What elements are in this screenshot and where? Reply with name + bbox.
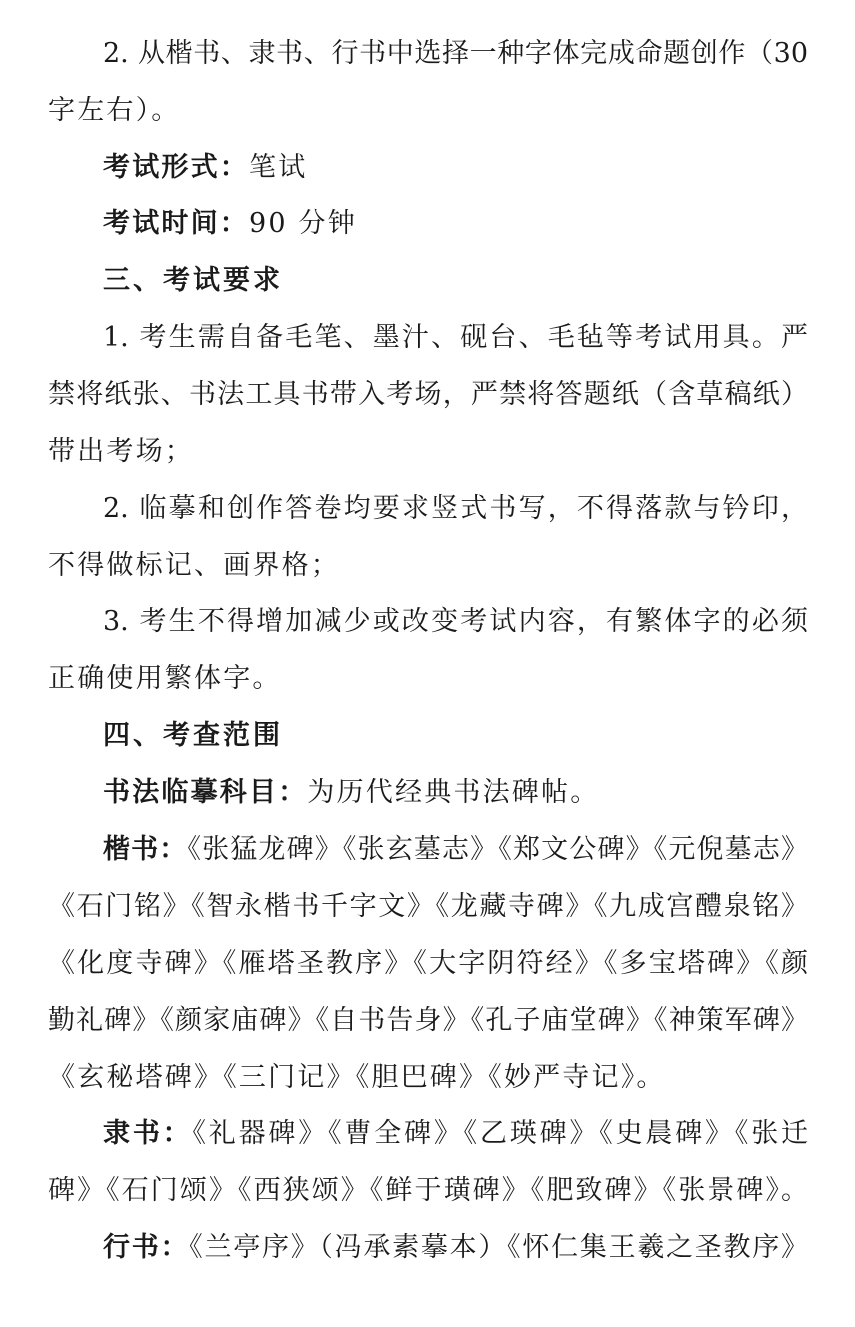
kaishu-line-3: 《化度寺碑》《雁塔圣教序》《大字阴符经》《多宝塔碑》《颜 bbox=[48, 948, 808, 979]
scope-label: 书法临摹科目： bbox=[103, 777, 308, 808]
requirement-1-line-1: 1. 考生需自备毛笔、墨汁、砚台、毛毡等考试用具。严 bbox=[103, 322, 808, 353]
requirement-2-line-1: 2. 临摹和创作答卷均要求竖式书写，不得落款与钤印， bbox=[103, 493, 808, 524]
kaishu-line-1 bbox=[103, 830, 808, 870]
requirement-1-line-2: 禁将纸张、书法工具书带入考场，严禁将答题纸（含草稿纸） bbox=[48, 379, 808, 410]
lishu-list-1: 《礼器碑》《曹全碑》《乙瑛碑》《史晨碑》《张迁 bbox=[192, 1118, 809, 1149]
kaishu-label: 楷书： bbox=[103, 834, 188, 865]
lishu-line-2: 碑》《石门颂》《西狭颂》《鲜于璜碑》《肥致碑》《张景碑》。 bbox=[48, 1175, 808, 1206]
scope-line bbox=[103, 773, 808, 813]
requirement-3-line-2: 正确使用繁体字。 bbox=[48, 663, 282, 694]
exam-time-label: 考试时间： bbox=[103, 208, 249, 239]
lishu-label: 隶书： bbox=[103, 1118, 193, 1149]
section-4-title: 四、考查范围 bbox=[103, 720, 283, 751]
xingshu-list-1: 《兰亭序》（冯承素摹本）《怀仁集王羲之圣教序》 bbox=[189, 1232, 809, 1263]
exam-time-line bbox=[103, 204, 808, 244]
requirement-1-line-3: 带出考场； bbox=[48, 436, 194, 467]
exam-time-value: 90 分钟 bbox=[249, 208, 357, 239]
kaishu-list-1: 《张猛龙碑》《张玄墓志》《郑文公碑》《元倪墓志》 bbox=[187, 834, 809, 865]
requirement-3-line-1: 3. 考生不得增加减少或改变考试内容，有繁体字的必须 bbox=[103, 606, 808, 637]
item-2-line-1: 2. 从楷书、隶书、行书中选择一种字体完成命题创作（30 bbox=[103, 38, 808, 69]
section-3-title: 三、考试要求 bbox=[103, 265, 283, 296]
exam-form-value: 笔试 bbox=[249, 152, 308, 183]
xingshu-label: 行书： bbox=[103, 1232, 190, 1263]
exam-form-label: 考试形式： bbox=[103, 152, 249, 183]
exam-form-line bbox=[103, 148, 808, 188]
scope-value: 为历代经典书法碑帖。 bbox=[307, 777, 600, 808]
item-2-line-2: 字左右）。 bbox=[48, 95, 181, 126]
kaishu-line-4: 勤礼碑》《颜家庙碑》《自书告身》《孔子庙堂碑》《神策军碑》 bbox=[48, 1005, 808, 1036]
lishu-line-1 bbox=[103, 1114, 808, 1154]
requirement-2-line-2: 不得做标记、画界格； bbox=[48, 550, 340, 581]
kaishu-line-5: 《玄秘塔碑》《三门记》《胆巴碑》《妙严寺记》。 bbox=[48, 1062, 666, 1093]
xingshu-line-1 bbox=[103, 1228, 808, 1268]
kaishu-line-2: 《石门铭》《智永楷书千字文》《龙藏寺碑》《九成宫醴泉铭》 bbox=[48, 891, 808, 922]
